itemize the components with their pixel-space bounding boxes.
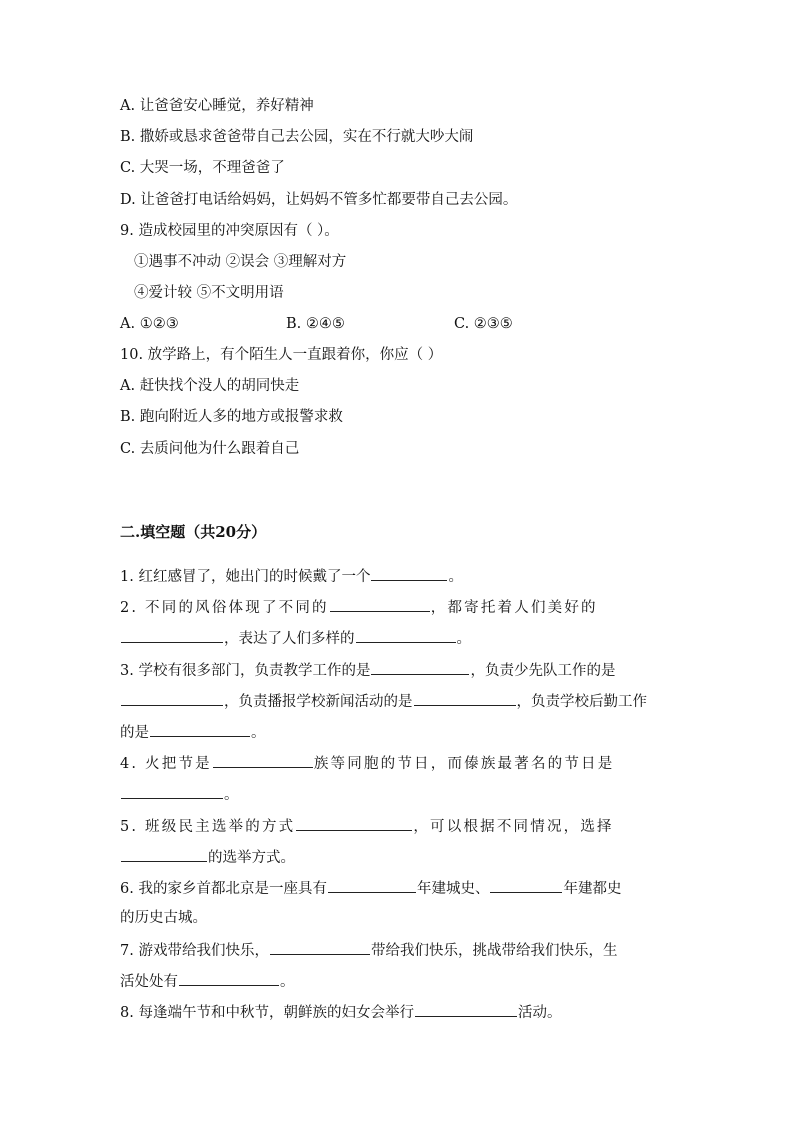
fill-q6-text-a: 6. 我的家乡首都北京是一座具有: [120, 881, 327, 897]
fill-q7-text-a: 7. 游戏带给我们快乐，: [120, 943, 269, 959]
fill-q3-text-a: 3. 学校有很多部门，负责教学工作的是: [120, 663, 371, 679]
fill-q8-text-b: 活动。: [517, 1005, 562, 1021]
fill-q3-text-d: ，负责学校后勤工作: [516, 694, 647, 710]
fill-q4-blank-2[interactable]: [121, 783, 223, 799]
q9-items-line1: ①遇事不冲动 ②误会 ③理解对方: [134, 254, 347, 270]
q9-option-c: C. ②③⑤: [454, 316, 513, 332]
fill-q4-text-c: 。: [224, 787, 239, 803]
fill-q4-text-a: 4. 火把节是: [120, 756, 212, 772]
fill-q3-line2: [120, 690, 680, 712]
fill-q4-line1: [120, 752, 680, 774]
fill-q8-text-a: 8. 每逢端午节和中秋节，朝鲜族的妇女会举行: [120, 1005, 414, 1021]
fill-q7-blank-1[interactable]: [270, 939, 370, 955]
fill-q2-text-d: 。: [456, 631, 471, 647]
fill-q7-text-c: 活处处有: [120, 974, 178, 990]
fill-q3-blank-3[interactable]: [414, 690, 516, 706]
q8-option-d: D. 让爸爸打电话给妈妈，让妈妈不管多忙都要带自己去公园。: [120, 192, 518, 208]
fill-q8: [120, 1001, 680, 1023]
q9-items-line2: ④爱计较 ⑤不文明用语: [134, 285, 284, 301]
fill-q6-line2: 的历史古城。: [120, 910, 207, 926]
fill-q8-blank[interactable]: [415, 1001, 517, 1017]
fill-q2-blank-1[interactable]: [330, 596, 430, 612]
fill-q3-blank-2[interactable]: [121, 690, 223, 706]
q9-stem: 9. 造成校园里的冲突原因有（ ）。: [120, 223, 339, 239]
q9-options: [120, 314, 680, 334]
fill-q3-line3: [120, 721, 680, 743]
fill-q3-text-e: 的是: [120, 725, 149, 741]
fill-q5-text-c: 的选举方式。: [208, 850, 295, 866]
fill-q6-blank-1[interactable]: [328, 877, 416, 893]
fill-q7-text-b: 带给我们快乐，挑战带给我们快乐，生: [370, 943, 618, 959]
fill-q1-text-b: 。: [448, 569, 463, 585]
fill-q6-text-b: 年建城史、: [416, 881, 490, 897]
fill-q4-blank-1[interactable]: [213, 752, 313, 768]
q10-option-c: C. 去质问他为什么跟着自己: [120, 441, 300, 457]
fill-q1: [120, 565, 680, 587]
fill-q5-line2: [120, 846, 680, 868]
q10-option-b: B. 跑向附近人多的地方或报警求救: [120, 409, 343, 425]
fill-q4-line2: [120, 783, 680, 805]
fill-q2-text-a: 2. 不同的风俗体现了不同的: [120, 600, 329, 616]
fill-q5-blank-1[interactable]: [296, 815, 412, 831]
fill-q3-text-c: ，负责播报学校新闻活动的是: [224, 694, 413, 710]
q8-option-b: B. 撒娇或恳求爸爸带自己去公园，实在不行就大吵大闹: [120, 129, 474, 145]
section2-heading: 二.填空题（共20分）: [120, 523, 267, 541]
fill-q2-blank-3[interactable]: [356, 627, 456, 643]
fill-q3-line1: [120, 659, 680, 681]
fill-q2-text-c: ，表达了人们多样的: [224, 631, 355, 647]
fill-q1-blank[interactable]: [371, 565, 447, 581]
fill-q6-text-c: 年建都史: [563, 881, 622, 897]
fill-q7-line1: [120, 939, 680, 961]
q8-option-c: C. 大哭一场，不理爸爸了: [120, 160, 285, 176]
fill-q5-line1: [120, 815, 680, 837]
fill-q3-blank-4[interactable]: [150, 721, 250, 737]
fill-q7-blank-2[interactable]: [179, 970, 279, 986]
fill-q5-blank-2[interactable]: [121, 846, 207, 862]
fill-q7-text-d: 。: [280, 974, 295, 990]
fill-q3-text-b: ，负责少先队工作的是: [470, 663, 616, 679]
q9-option-b: B. ②④⑤: [286, 316, 345, 332]
q9-option-a: A. ①②③: [120, 316, 179, 332]
fill-q6-line1: [120, 877, 680, 899]
q10-option-a: A. 赶快找个没人的胡同快走: [120, 378, 300, 394]
q8-option-a: A. 让爸爸安心睡觉，养好精神: [120, 98, 314, 114]
q10-stem: 10. 放学路上，有个陌生人一直跟着你，你应（ ）: [120, 347, 443, 363]
fill-q6-blank-2[interactable]: [490, 877, 562, 893]
fill-q5-text-b: ，可以根据不同情况，选择: [413, 819, 614, 835]
fill-q2-line1: [120, 596, 680, 618]
fill-q2-blank-2[interactable]: [121, 627, 223, 643]
fill-q3-text-f: 。: [251, 725, 266, 741]
fill-q2-text-b: ，都寄托着人们美好的: [430, 600, 598, 616]
fill-q1-text-a: 1. 红红感冒了，她出门的时候戴了一个: [120, 569, 371, 585]
fill-q3-blank-1[interactable]: [371, 659, 469, 675]
fill-q7-line2: [120, 970, 680, 992]
fill-q5-text-a: 5. 班级民主选举的方式: [120, 819, 296, 835]
fill-q4-text-b: 族等同胞的节日，而傣族最著名的节日是: [313, 756, 615, 772]
fill-q2-line2: [120, 627, 680, 649]
